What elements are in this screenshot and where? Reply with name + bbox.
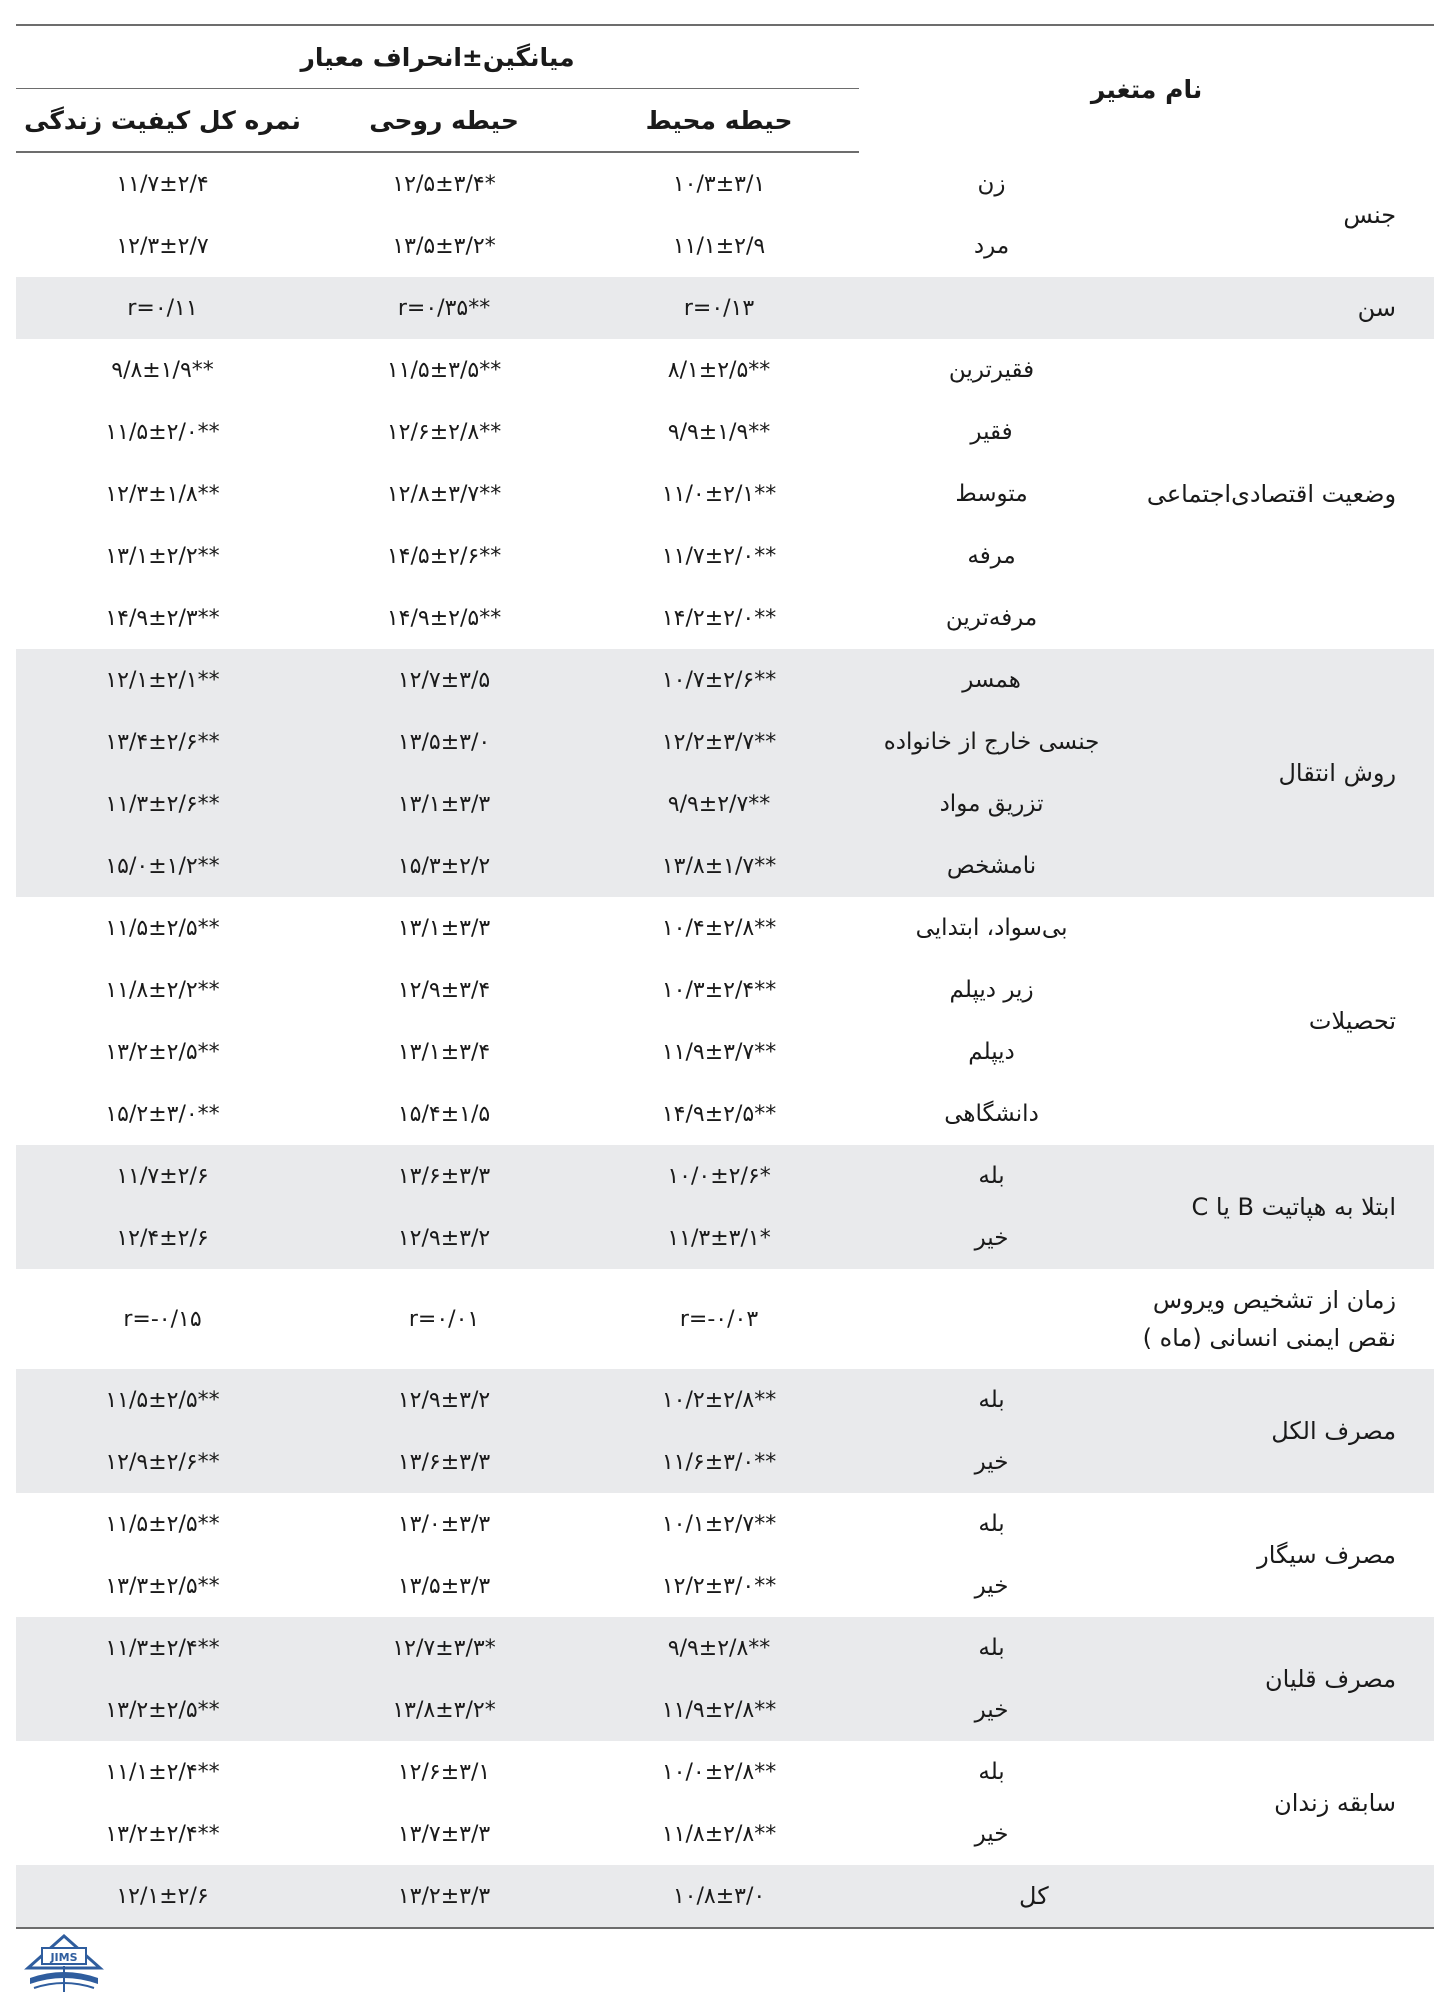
total-value: ۱۲/۱±۲/۱** xyxy=(16,649,309,711)
category-label xyxy=(859,1269,1134,1369)
category-label: خیر xyxy=(859,1431,1134,1493)
total-value: ۹/۸±۱/۹** xyxy=(111,357,214,383)
environment-value: ۹/۹±۱/۹** xyxy=(667,419,771,445)
table-row xyxy=(16,1617,1434,1679)
environment-value: ۱۲/۲±۳/۰** xyxy=(661,1573,777,1599)
category-label xyxy=(859,277,1134,339)
category-label: دیپلم xyxy=(968,1039,1015,1065)
total-value: ۱۳/۲±۲/۴** xyxy=(105,1821,220,1847)
environment-value: ۱۱/۷±۲/۰** xyxy=(661,543,777,569)
environment-value: ۱۰/۰±۲/۶* xyxy=(579,1145,859,1207)
environment-value: r=-۰/۰۳ xyxy=(679,1306,759,1332)
environment-value: ۱۱/۳±۳/۱* xyxy=(579,1207,859,1269)
environment-value: ۱۳/۸±۱/۷** xyxy=(579,835,859,897)
spiritual-value: ۱۳/۶±۳/۳ xyxy=(309,1145,579,1207)
spiritual-value: ۱۳/۱±۳/۳ xyxy=(309,773,579,835)
total-value: r=۰/۱۱ xyxy=(16,277,309,339)
category-label: مرفه‌ترین xyxy=(945,605,1038,631)
environment-value: ۱۱/۹±۳/۷** xyxy=(661,1039,777,1065)
spiritual-value: ۱۳/۵±۳/۲* xyxy=(392,233,496,259)
variable-label: مصرف سیگار xyxy=(1257,1541,1397,1569)
total-value: ۱۱/۷±۲/۴ xyxy=(116,171,209,197)
variable-label: مصرف قلیان xyxy=(1134,1617,1434,1741)
category-label: دانشگاهی xyxy=(944,1101,1039,1127)
table-row xyxy=(16,339,1434,401)
environment-value: ۱۱/۱±۲/۹ xyxy=(672,233,766,259)
table-row xyxy=(16,897,1434,959)
total-value: ۱۱/۱±۲/۴** xyxy=(105,1759,220,1785)
spiritual-value: ۱۲/۹±۳/۴ xyxy=(397,977,491,1003)
category-label: بله xyxy=(978,1511,1005,1537)
results-table xyxy=(16,24,1434,1929)
total-value: r=-۰/۱۵ xyxy=(123,1306,202,1332)
spiritual-value: ۱۱/۵±۳/۵** xyxy=(386,357,502,383)
total-value: ۱۳/۲±۲/۵** xyxy=(16,1679,309,1741)
environment-value: ۸/۱±۲/۵** xyxy=(667,357,771,383)
category-label: بله xyxy=(978,1759,1005,1785)
environment-value: ۱۰/۳±۳/۱ xyxy=(672,171,766,197)
spiritual-value: ۱۳/۵±۳/۰ xyxy=(309,711,579,773)
header-total-qol: نمره کل کیفیت زندگی xyxy=(16,89,309,153)
total-value: ۱۱/۳±۲/۴** xyxy=(16,1617,309,1679)
table-row xyxy=(16,152,1434,215)
spiritual-value: ۱۴/۵±۲/۶** xyxy=(386,543,502,569)
logo-text: JIMS xyxy=(50,1951,78,1964)
environment-value: ۱۰/۲±۲/۸** xyxy=(579,1369,859,1431)
variable-label: وضعیت اقتصادی‌اجتماعی xyxy=(1146,480,1397,508)
spiritual-value: ۱۵/۳±۲/۲ xyxy=(309,835,579,897)
total-value: ۱۳/۴±۲/۶** xyxy=(16,711,309,773)
total-value: ۱۲/۳±۲/۷ xyxy=(116,233,209,259)
total-value: ۱۵/۰±۱/۲** xyxy=(16,835,309,897)
environment-value: ۱۱/۹±۲/۸** xyxy=(579,1679,859,1741)
variable-label: ابتلا به هپاتیت B یا C xyxy=(1134,1145,1434,1269)
spiritual-value: ۱۲/۹±۳/۲ xyxy=(309,1369,579,1431)
spiritual-value: ۱۲/۵±۳/۴* xyxy=(392,171,496,197)
spiritual-value: ۱۳/۷±۳/۳ xyxy=(397,1821,491,1847)
spiritual-value: r=۰/۰۱ xyxy=(408,1306,480,1332)
spiritual-value: ۱۳/۱±۳/۳ xyxy=(397,915,491,941)
variable-label: روش انتقال xyxy=(1134,649,1434,897)
category-label: خیر xyxy=(974,1821,1009,1847)
header-spiritual: حیطه روحی xyxy=(309,89,579,153)
spiritual-value: ۱۲/۷±۳/۵ xyxy=(309,649,579,711)
total-value: ۱۳/۳±۲/۵** xyxy=(105,1573,220,1599)
spiritual-value: ۱۳/۰±۳/۳ xyxy=(397,1511,491,1537)
table-row xyxy=(16,277,1434,339)
environment-value: ۹/۹±۲/۷** xyxy=(579,773,859,835)
total-value: ۱۱/۵±۲/۵** xyxy=(105,915,220,941)
spiritual-value: ۱۵/۴±۱/۵ xyxy=(397,1101,491,1127)
variable-label: زمان از تشخیص ویروس نقص ایمنی انسانی (ماه ) xyxy=(1142,1286,1397,1352)
total-value: ۱۲/۳±۱/۸** xyxy=(105,481,220,507)
total-value: ۱۲/۱±۲/۶ xyxy=(16,1865,309,1928)
total-value: ۱۱/۷±۲/۶ xyxy=(16,1145,309,1207)
category-label: بله xyxy=(859,1617,1134,1679)
spiritual-value: ۱۴/۹±۲/۵** xyxy=(386,605,502,631)
table-row xyxy=(16,1865,1434,1928)
category-label: مرفه xyxy=(967,543,1016,569)
total-value: ۱۵/۲±۳/۰** xyxy=(105,1101,220,1127)
spiritual-value: ۱۳/۶±۳/۳ xyxy=(309,1431,579,1493)
spiritual-value: ۱۳/۲±۳/۳ xyxy=(309,1865,579,1928)
total-value: ۱۱/۸±۲/۲** xyxy=(105,977,220,1003)
environment-value: ۱۲/۲±۳/۷** xyxy=(579,711,859,773)
total-value: ۱۱/۵±۲/۵** xyxy=(105,1511,220,1537)
table-row xyxy=(16,1269,1434,1369)
environment-value: ۱۱/۸±۲/۸** xyxy=(661,1821,777,1847)
variable-label: سن xyxy=(1134,277,1434,339)
environment-value: ۱۴/۲±۲/۰** xyxy=(661,605,777,631)
header-mean-sd: میانگین±انحراف معیار xyxy=(16,25,859,89)
header-environment: حیطه محیط xyxy=(579,89,859,153)
spiritual-value: ۱۳/۸±۳/۲* xyxy=(309,1679,579,1741)
environment-value: r=۰/۱۳ xyxy=(579,277,859,339)
category-label: خیر xyxy=(859,1207,1134,1269)
total-value: ۱۱/۵±۲/۵** xyxy=(16,1369,309,1431)
spiritual-value: ۱۲/۶±۲/۸** xyxy=(386,419,502,445)
environment-value: ۱۰/۳±۲/۴** xyxy=(661,977,777,1003)
spiritual-value: ۱۲/۹±۳/۲ xyxy=(309,1207,579,1269)
spiritual-value: ۱۲/۸±۳/۷** xyxy=(386,481,502,507)
environment-value: ۱۰/۸±۳/۰ xyxy=(579,1865,859,1928)
variable-label: سابقه زندان xyxy=(1274,1789,1397,1817)
total-value: ۱۴/۹±۲/۳** xyxy=(105,605,220,631)
total-value: ۱۲/۹±۲/۶** xyxy=(16,1431,309,1493)
spiritual-value: ۱۲/۷±۳/۳* xyxy=(309,1617,579,1679)
variable-label: کل xyxy=(859,1865,1434,1928)
category-label: زن xyxy=(977,170,1006,197)
category-label: خیر xyxy=(859,1679,1134,1741)
environment-value: ۱۰/۴±۲/۸** xyxy=(661,915,777,941)
spiritual-value: ۱۳/۱±۳/۴ xyxy=(397,1039,491,1065)
table-row xyxy=(16,1145,1434,1207)
table-row xyxy=(16,1493,1434,1555)
category-label: فقیر xyxy=(970,419,1013,445)
variable-label: تحصیلات xyxy=(1308,1007,1397,1035)
environment-value: ۹/۹±۲/۸** xyxy=(579,1617,859,1679)
category-label: تزریق مواد xyxy=(859,773,1134,835)
total-value: ۱۱/۳±۲/۶** xyxy=(16,773,309,835)
category-label: خیر xyxy=(974,1573,1009,1599)
table-row xyxy=(16,1741,1434,1803)
table-row xyxy=(16,649,1434,711)
total-value: ۱۲/۴±۲/۶ xyxy=(16,1207,309,1269)
category-label: زیر دیپلم xyxy=(949,977,1034,1003)
total-value: ۱۳/۲±۲/۵** xyxy=(105,1039,220,1065)
category-label: بله xyxy=(859,1145,1134,1207)
environment-value: ۱۴/۹±۲/۵** xyxy=(661,1101,777,1127)
header-variable-name: نام متغیر xyxy=(859,25,1434,152)
journal-logo xyxy=(20,1928,108,1996)
environment-value: ۱۰/۱±۲/۷** xyxy=(661,1511,777,1537)
category-label: بی‌سواد، ابتدایی xyxy=(915,915,1068,941)
spiritual-value: ۱۲/۶±۳/۱ xyxy=(397,1759,491,1785)
category-label: همسر xyxy=(859,649,1134,711)
variable-label: جنس xyxy=(1343,200,1397,229)
table-row xyxy=(16,1369,1434,1431)
category-label: بله xyxy=(859,1369,1134,1431)
category-label: فقیرترین xyxy=(948,357,1035,383)
environment-value: ۱۱/۶±۳/۰** xyxy=(579,1431,859,1493)
environment-value: ۱۰/۷±۲/۶** xyxy=(579,649,859,711)
total-value: ۱۳/۱±۲/۲** xyxy=(105,543,220,569)
category-label: مرد xyxy=(973,233,1010,259)
environment-value: ۱۱/۰±۲/۱** xyxy=(661,481,777,507)
environment-value: ۱۰/۰±۲/۸** xyxy=(661,1759,777,1785)
spiritual-value: ۱۳/۵±۳/۳ xyxy=(397,1573,491,1599)
spiritual-value: r=۰/۳۵** xyxy=(309,277,579,339)
total-value: ۱۱/۵±۲/۰** xyxy=(105,419,220,445)
category-label: متوسط xyxy=(955,481,1028,507)
category-label: جنسی خارج از خانواده xyxy=(859,711,1134,773)
variable-label: مصرف الکل xyxy=(1134,1369,1434,1493)
category-label: نامشخص xyxy=(859,835,1134,897)
